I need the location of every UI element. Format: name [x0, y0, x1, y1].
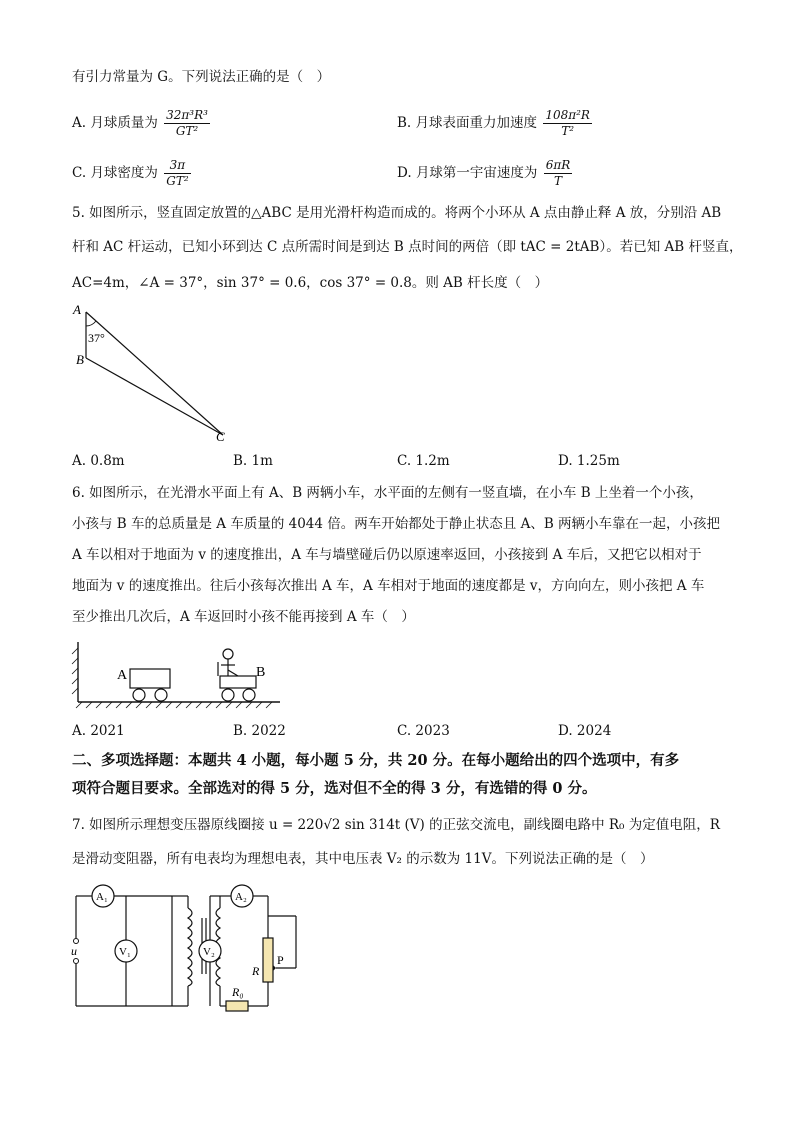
q5-line-2: 杆和 AC 杆运动，已知小环到达 C 点所需时间是到达 B 点时间的两倍（即 tAC = 2tAB）。若已知 AB 杆竖直，	[72, 239, 743, 255]
cart-a-body	[130, 669, 170, 688]
input-terminal	[74, 939, 79, 944]
option-letter: C.	[72, 165, 87, 181]
q7-line-1: 7. 如图所示理想变压器原线圈接 u = 220√2 sin 314t (V) 的正弦交流电，副线圈电路中 R₀ 为定值电阻，R	[72, 817, 720, 833]
primary-coil	[188, 908, 192, 986]
q5-option-d[interactable]: D. 1.25m	[558, 453, 620, 469]
q6-carts-figure	[68, 638, 288, 718]
wall-hatching	[72, 648, 78, 694]
cart-a-label: A	[117, 668, 128, 683]
option-letter: D.	[397, 165, 412, 181]
option-fraction	[164, 158, 190, 189]
fraction-numerator: 108π²R	[545, 108, 590, 122]
q5-line-3: AC=4m，∠A = 37°，sin 37° = 0.6，cos 37° = 0.8。则 AB 杆长度（ ）	[72, 275, 549, 291]
fraction-numerator: 32π³R³	[166, 108, 208, 122]
q5-option-c[interactable]: C. 1.2m	[397, 453, 450, 469]
vertex-label-b: B	[76, 352, 84, 367]
q5-line-1: 5. 如图所示，竖直固定放置的△ABC 是用光滑杆构造而成的。将两个小环从 A 点由静止释 A 放，分别沿 AB	[72, 205, 722, 221]
fraction-denominator: GT²	[166, 174, 189, 188]
q6-line-1: 6. 如图所示，在光滑水平面上有 A、B 两辆小车，水平面的左侧有一竖直墙，在小车 B 上坐着一个小孩，	[72, 485, 703, 501]
q6-line-3: A 车以相对于地面为 v 的速度推出，A 车与墙壁碰后仍以原速率返回，小孩接到 A 车后，又把它以相对于	[72, 547, 702, 563]
secondary-wires	[210, 896, 296, 1006]
q5-option-b[interactable]: B. 1m	[233, 453, 273, 469]
rheostat	[263, 938, 273, 982]
q7-line-2: 是滑动变阻器，所有电表均为理想电表，其中电压表 V₂ 的示数为 11V。下列说法正确的是（ ）	[72, 851, 654, 867]
option-text: 月球第一宇宙速度为	[415, 165, 538, 181]
option-text: 月球密度为	[90, 165, 158, 181]
ground-hatching	[76, 702, 272, 708]
ammeter-a2-label: A₂	[235, 891, 247, 903]
q6-option-a[interactable]: A. 2021	[72, 723, 125, 739]
cart-b-wheel	[222, 689, 234, 701]
ammeter-a1-label: A₁	[96, 891, 108, 903]
vertex-label-a: A	[73, 302, 81, 317]
fixed-resistor	[226, 1001, 248, 1011]
fraction-denominator: GT²	[175, 124, 199, 138]
option-text: 月球表面重力加速度	[415, 115, 538, 131]
q6-line-5: 至少推出几次后，A 车返回时小孩不能再接到 A 车（ ）	[72, 609, 415, 625]
cart-b-label: B	[256, 665, 266, 680]
voltmeter-v1-label: V₁	[119, 946, 131, 958]
cart-b-wheel	[243, 689, 255, 701]
option-fraction	[544, 158, 573, 189]
q5-triangle-figure	[70, 300, 240, 445]
q7-transformer-circuit	[66, 878, 316, 1013]
option-letter: A.	[72, 115, 87, 131]
section-2-heading-line-2: 项符合题目要求。全部选对的得 5 分，选对但不全的得 3 分，有选错的得 0 分。	[72, 780, 597, 797]
q6-line-4: 地面为 v 的速度推出。往后小孩每次推出 A 车，A 车相对于地面的速度都是 v，方向向左，则小孩把 A 车	[72, 578, 705, 594]
cart-a-wheel	[133, 689, 145, 701]
fraction-numerator: 6πR	[545, 158, 571, 172]
child-figure	[218, 649, 238, 676]
option-fraction	[543, 108, 592, 139]
option-letter: B.	[397, 115, 412, 131]
q4-intro: 有引力常量为 G。下列说法正确的是（ ）	[72, 69, 331, 85]
slider-label: P	[277, 953, 284, 967]
option-fraction	[164, 108, 210, 139]
fraction-denominator: T	[554, 174, 563, 188]
q4-option-b[interactable]	[397, 108, 592, 139]
fixed-resistor-label: R₀	[232, 985, 244, 999]
q6-line-2: 小孩与 B 车的总质量是 A 车质量的 4044 倍。两车开始都处于静止状态且 A、B 两辆小车靠在一起，小孩把	[72, 516, 721, 532]
angle-label: 37°	[88, 331, 105, 345]
q6-option-d[interactable]: D. 2024	[558, 723, 612, 739]
option-text: 月球质量为	[90, 115, 158, 131]
section-2-heading-line-1: 二、多项选择题：本题共 4 小题，每小题 5 分，共 20 分。在每小题给出的四个选项中，有多	[72, 752, 680, 769]
rod-bc	[86, 358, 223, 435]
angle-arc	[86, 321, 96, 326]
vertex-label-c: C	[216, 429, 225, 444]
q4-option-c[interactable]	[72, 158, 191, 189]
cart-b-body	[220, 676, 256, 688]
slider-arrow-icon	[273, 965, 276, 971]
fraction-numerator: 3π	[164, 158, 190, 174]
q5-option-a[interactable]: A. 0.8m	[72, 453, 125, 469]
cart-a-wheel	[155, 689, 167, 701]
q6-option-c[interactable]: C. 2023	[397, 723, 450, 739]
rod-ac	[86, 312, 223, 435]
q4-option-d[interactable]	[397, 158, 572, 189]
q6-option-b[interactable]: B. 2022	[233, 723, 286, 739]
voltmeter-v2-label: V₂	[203, 946, 215, 958]
fraction-denominator: T²	[561, 124, 575, 138]
rheostat-label: R	[252, 964, 260, 978]
input-voltage-label: u	[71, 944, 77, 958]
input-terminal	[74, 959, 79, 964]
q4-option-a[interactable]	[72, 108, 210, 139]
